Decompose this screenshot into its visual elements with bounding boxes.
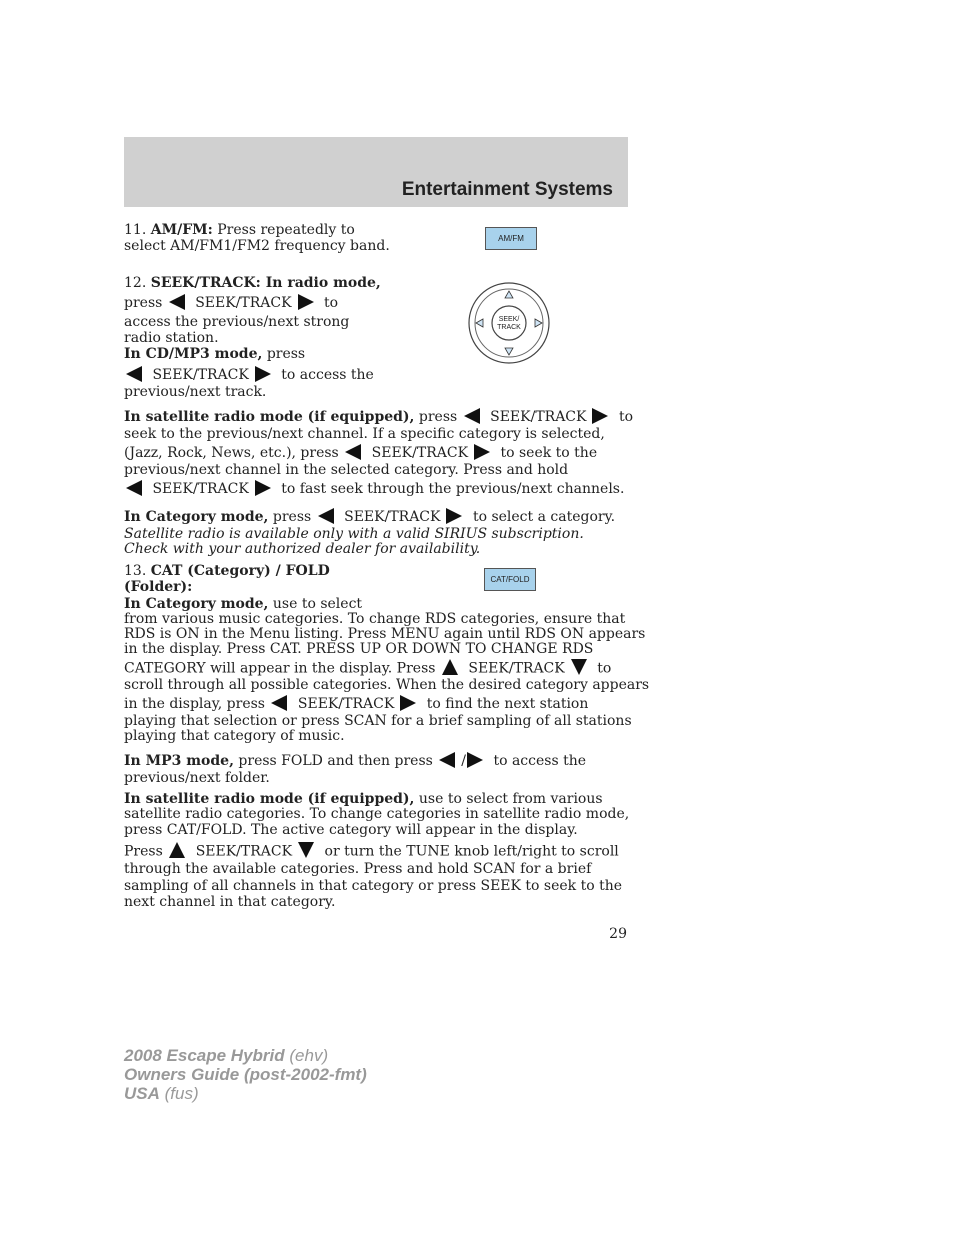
sat2-line2: satellite radio categories. To change categories in satellite radio mode, — [124, 806, 630, 822]
sat-line3: (Jazz, Rock, News, etc.), press SEEK/TRACK to seek to the — [124, 445, 598, 461]
left-arrow-icon — [345, 444, 361, 460]
footer-line1: 2008 Escape Hybrid (ehv) — [124, 1046, 329, 1065]
seek-track-dial-image — [467, 282, 551, 364]
item13-cm-line6: scroll through all possible categories. When the desired category appears — [124, 677, 650, 693]
down-arrow-icon — [298, 842, 314, 858]
left-arrow-icon — [126, 480, 142, 496]
cat-note1: Satellite radio is available only with a valid SIRIUS subscription. — [124, 526, 584, 542]
up-arrow-icon — [169, 842, 185, 858]
up-arrow-icon — [442, 659, 458, 675]
sat-line4: previous/next channel in the selected category. Press and hold — [124, 462, 569, 478]
item12-cd-line2: SEEK/TRACK to access the — [124, 366, 374, 384]
left-arrow-icon — [318, 508, 334, 524]
item13-cm-line3: RDS is ON in the Menu listing. Press MENU again until RDS ON appears — [124, 626, 646, 642]
right-arrow-icon — [474, 444, 490, 460]
item12-line4: radio station. — [124, 330, 219, 346]
down-arrow-icon — [571, 659, 587, 675]
left-arrow-icon — [126, 366, 142, 382]
footer-line2: Owners Guide (post-2002-fmt) — [124, 1065, 367, 1084]
catfold-button-image: CAT/FOLD — [484, 568, 536, 591]
item13-line2: (Folder): — [124, 579, 193, 595]
item12-line1: 12. SEEK/TRACK: In radio mode, — [124, 275, 381, 291]
sat2-line5: through the available categories. Press and hold SCAN for a brief — [124, 861, 592, 877]
sat2-line7: next channel in that category. — [124, 894, 336, 910]
item11-line1: 11. AM/FM: Press repeatedly to — [124, 222, 355, 238]
item13-cm-line4: in the display. Press CAT. PRESS UP OR DOWN TO CHANGE RDS — [124, 641, 594, 657]
item12-line2: press SEEK/TRACK to — [124, 295, 339, 311]
left-arrow-icon — [271, 695, 287, 711]
right-arrow-icon — [255, 366, 271, 382]
amfm-button-image: AM/FM — [485, 227, 537, 250]
item13-cm-line2: from various music categories. To change RDS categories, ensure that — [124, 611, 626, 627]
sat2-line3: press CAT/FOLD. The active category will appear in the display. — [124, 822, 578, 838]
footer-line3: USA (fus) — [124, 1084, 199, 1103]
section-header — [124, 137, 628, 207]
right-arrow-icon — [592, 408, 608, 424]
sat2-line1: In satellite radio mode (if equipped), use to select from various — [124, 791, 603, 807]
cat-note2: Check with your authorized dealer for availability. — [124, 541, 481, 557]
section-title: Entertainment Systems — [401, 179, 613, 200]
sat-line5: SEEK/TRACK to fast seek through the previous/next channels. — [124, 480, 624, 498]
left-arrow-icon — [439, 752, 455, 768]
item12-cd-line1: In CD/MP3 mode, press — [124, 346, 306, 362]
sat-line1: In satellite radio mode (if equipped), press SEEK/TRACK to — [124, 409, 633, 425]
left-arrow-icon — [169, 294, 185, 310]
sat-line2: seek to the previous/next channel. If a specific category is selected, — [124, 426, 605, 442]
item12-cd-line3: previous/next track. — [124, 384, 267, 400]
footer — [124, 1046, 367, 1103]
item13-cm-line9: playing that category of music. — [124, 728, 345, 744]
item13-cm-line1: In Category mode, use to select — [124, 596, 363, 612]
item13-line1: 13. CAT (Category) / FOLD — [124, 563, 330, 579]
cat-line1: In Category mode, press SEEK/TRACK to select a category. — [124, 509, 616, 525]
mp3-line1: In MP3 mode, press FOLD and then press / to access the — [124, 753, 587, 769]
item13-cm-line8: playing that selection or press SCAN for a brief sampling of all stations — [124, 713, 632, 729]
item12-line3: access the previous/next strong — [124, 314, 350, 330]
item13-cm-line7: in the display, press SEEK/TRACK to find the next station — [124, 696, 589, 712]
right-arrow-icon — [467, 752, 483, 768]
item13-cm-line5: CATEGORY will appear in the display. Press SEEK/TRACK to — [124, 660, 612, 677]
right-arrow-icon — [298, 294, 314, 310]
mp3-line2: previous/next folder. — [124, 770, 270, 786]
right-arrow-icon — [446, 508, 462, 524]
right-arrow-icon — [255, 480, 271, 496]
right-arrow-icon — [400, 695, 416, 711]
item11-line2: select AM/FM1/FM2 frequency band. — [124, 238, 390, 254]
sat2-line4: Press SEEK/TRACK or turn the TUNE knob left/right to scroll — [124, 843, 619, 860]
sat2-line6: sampling of all channels in that category or press SEEK to seek to the — [124, 878, 623, 894]
page-number: 29 — [609, 926, 627, 942]
dial-label-2: TRACK — [497, 324, 521, 331]
dial-label-1: SEEK/ — [498, 316, 520, 323]
left-arrow-icon — [464, 408, 480, 424]
